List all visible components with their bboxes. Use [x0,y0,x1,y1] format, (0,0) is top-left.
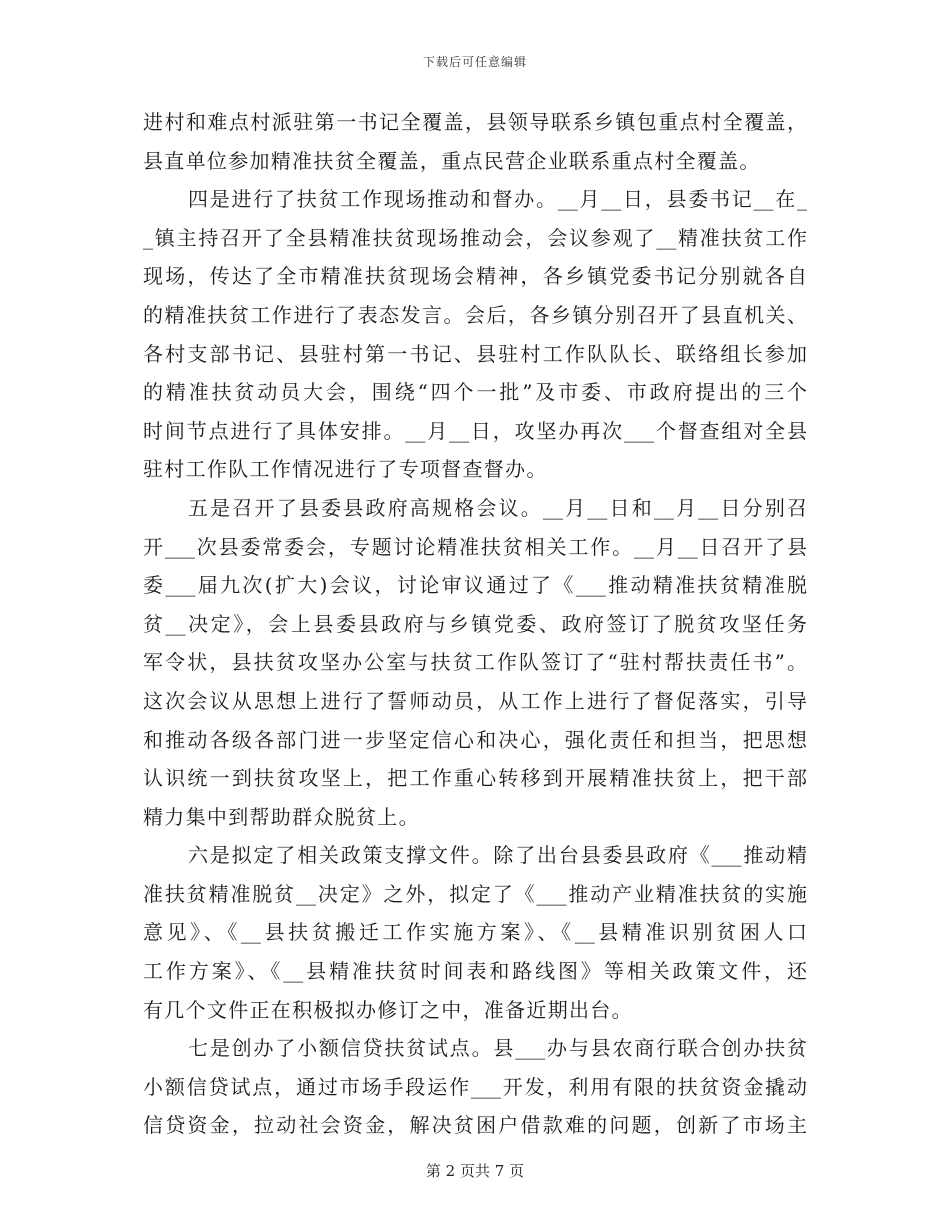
text-line: _镇主持召开了全县精准扶贫现场推动会，会议参观了__精准扶贫工作 [143,225,807,250]
text-line: 进村和难点村派驻第一书记全覆盖，县领导联系乡镇包重点村全覆盖， [143,110,807,134]
text-line: 小额信贷试点，通过市场手段运作___开发，利用有限的扶贫资金撬动 [143,1074,807,1099]
page-footer: 第 2 页共 7 页 [425,1162,525,1180]
text-line: 各村支部书记、县驻村第一书记、县驻村工作队队长、联络组长参加 [143,341,807,366]
text-line: 信贷资金，拉动社会资金，解决贫困户借款难的问题，创新了市场主 [143,1113,807,1138]
text-line: 和推动各级各部门进一步坚定信心和决心，强化责任和担当，把思想 [143,727,807,752]
text-line: 精力集中到帮助群众脱贫上。 [143,804,420,829]
text-line: 委___届九次(扩大)会议，讨论审议通过了《___推动精准扶贫精准脱 [143,573,807,598]
document-body [143,103,807,1145]
text-line: 现场，传达了全市精准扶贫现场会精神，各乡镇党委书记分别就各自 [143,264,807,289]
text-line: 工作方案》、《__县精准扶贫时间表和路线图》等相关政策文件，还 [143,959,807,984]
text-line: 这次会议从思想上进行了誓师动员，从工作上进行了督促落实，引导 [143,688,807,713]
text-line: 准扶贫精准脱贫__决定》之外，拟定了《___推动产业精准扶贫的实施 [143,881,807,906]
paragraph-first-line: 七是创办了小额信贷扶贫试点。县___办与县农商行联合创办扶贫 [188,1036,807,1061]
text-line: 驻村工作队工作情况进行了专项督查督办。 [143,457,548,482]
text-line: 贫__决定》，会上县委县政府与乡镇党委、政府签订了脱贫攻坚任务 [143,611,807,636]
paragraph-first-line: 五是召开了县委县政府高规格会议。__月__日和__月__日分别召 [188,495,807,520]
text-line: 军令状，县扶贫攻坚办公室与扶贫工作队签订了“驻村帮扶责任书”。 [143,650,807,675]
text-line: 意见》、《__县扶贫搬迁工作实施方案》、《__县精准识别贫困人口 [143,920,807,945]
text-line: 开___次县委常委会，专题讨论精准扶贫相关工作。__月__日召开了县 [143,534,807,559]
text-line: 的精准扶贫动员大会，围绕“四个一批”及市委、市政府提出的三个 [143,380,807,405]
text-line: 认识统一到扶贫攻坚上，把工作重心转移到开展精准扶贫上，把干部 [143,766,807,791]
text-line: 有几个文件正在积极拟办修订之中，准备近期出台。 [143,997,633,1022]
page-header: 下载后可任意编辑 [422,55,527,69]
text-line: 县直单位参加精准扶贫全覆盖，重点民营企业联系重点村全覆盖。 [143,148,761,173]
text-line: 时间节点进行了具体安排。__月__日，攻坚办再次___个督查组对全县 [143,418,807,443]
paragraph-first-line: 四是进行了扶贫工作现场推动和督办。__月__日，县委书记__在_ [188,187,807,212]
text-line: 的精准扶贫工作进行了表态发言。会后，各乡镇分别召开了县直机关、 [143,302,807,327]
paragraph-first-line: 六是拟定了相关政策支撑文件。除了出台县委县政府《___推动精 [188,843,807,868]
